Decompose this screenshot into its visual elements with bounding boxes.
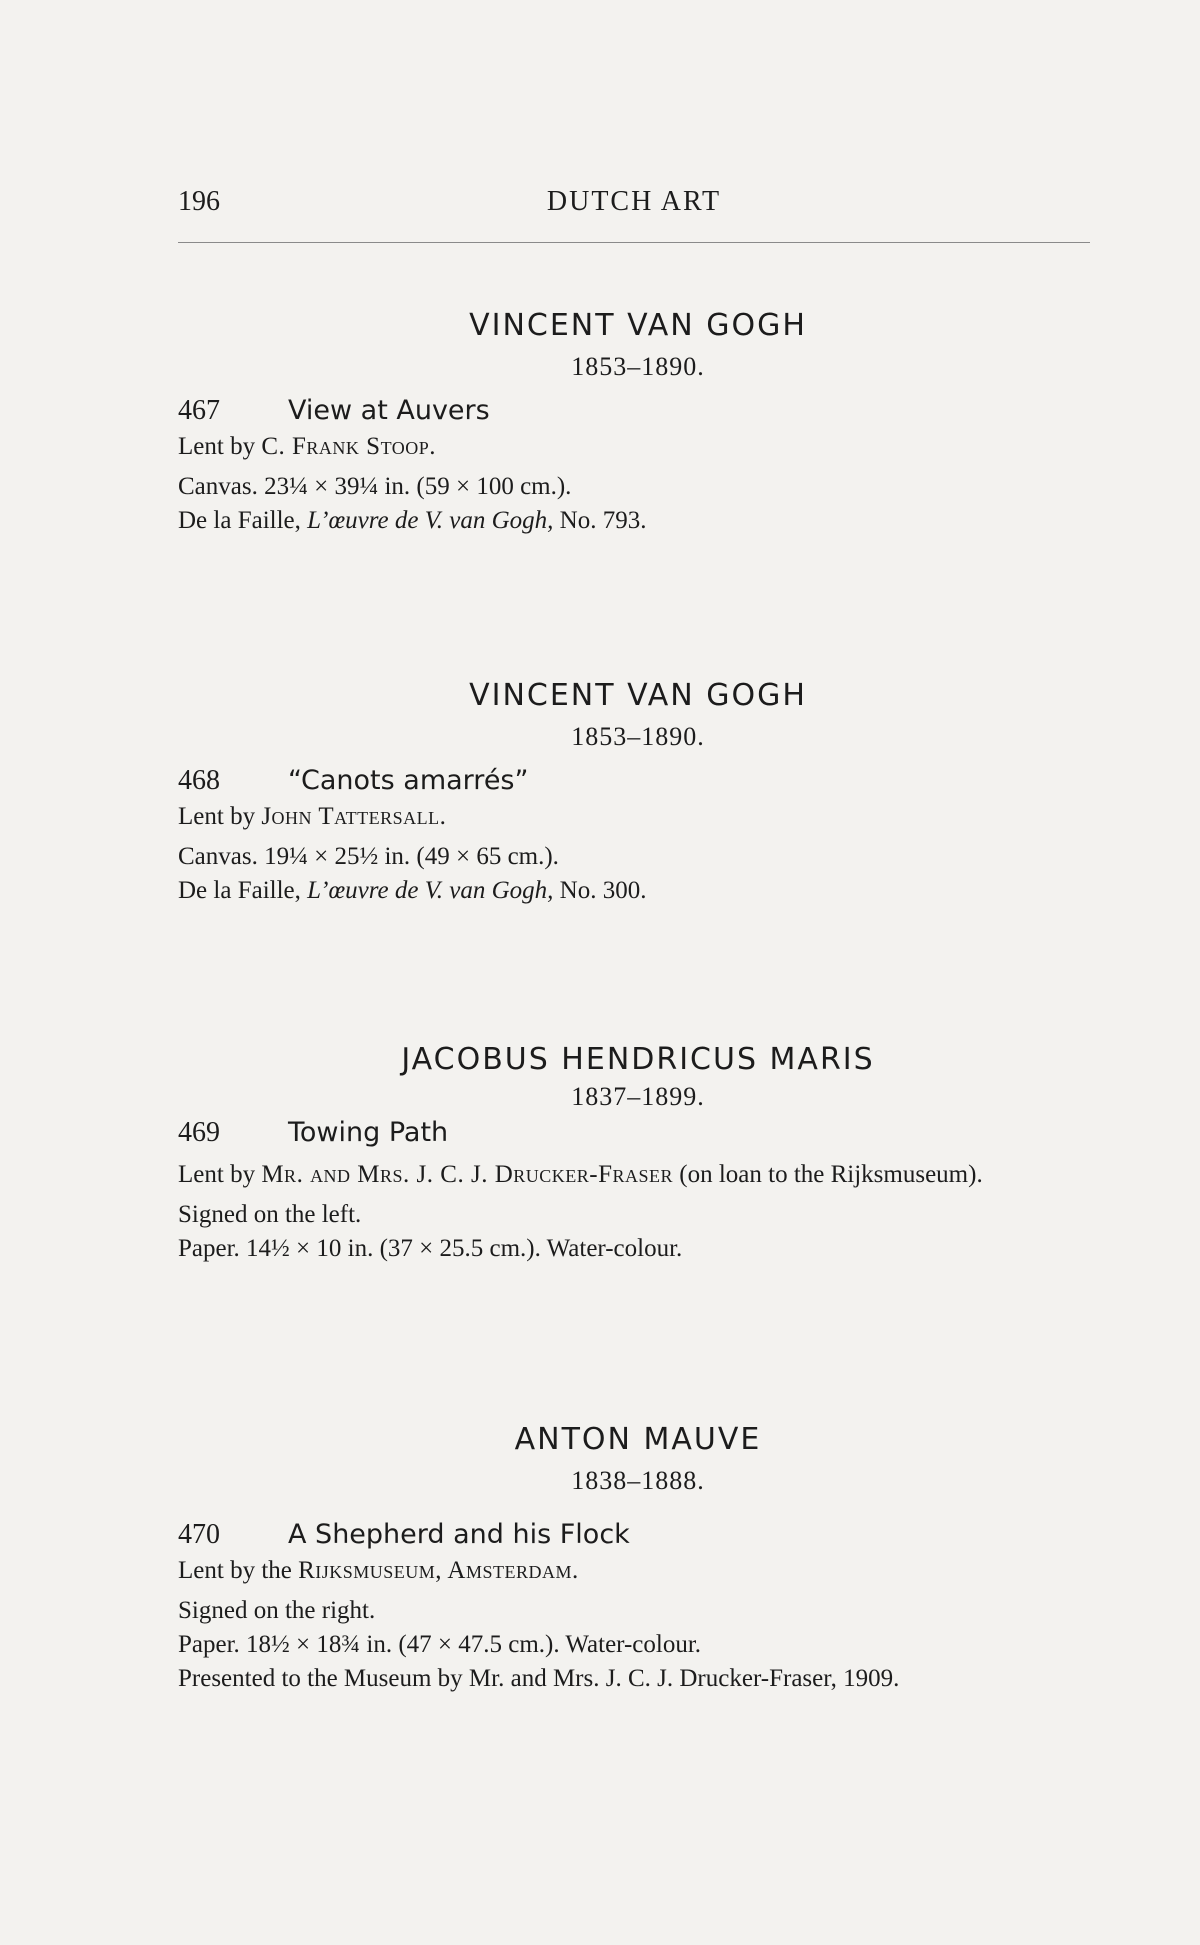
work-title: Towing Path: [288, 1117, 449, 1148]
reference-number: No. 793.: [553, 507, 647, 534]
reference-prefix: De la Faille,: [178, 507, 308, 534]
artist-name: ANTON MAUVE: [514, 1422, 762, 1457]
running-head: [178, 186, 1090, 226]
medium-line: Paper. 18½ × 18¾ in. (47 × 47.5 cm.). Water-colour.: [178, 1631, 702, 1658]
work-heading: [178, 1516, 1098, 1554]
work-heading: [178, 762, 1098, 800]
lent-prefix: Lent by: [178, 803, 262, 830]
lender-name: Rijksmuseum, Amsterdam.: [298, 1557, 579, 1584]
lender-line: [178, 1554, 1098, 1588]
lender-line: [178, 800, 1098, 834]
medium-line: Paper. 14½ × 10 in. (37 × 25.5 cm.). Water-colour.: [178, 1235, 683, 1262]
artist-dates: 1853–1890.: [571, 722, 705, 751]
medium-line: Canvas. 19¼ × 25½ in. (49 × 65 cm.).: [178, 843, 559, 870]
catalogue-entry: [178, 308, 1098, 538]
lent-suffix: (on loan to the Rijksmuseum).: [673, 1161, 983, 1188]
reference-title: L’œuvre de V. van Gogh,: [307, 877, 554, 904]
artist-name: VINCENT VAN GOGH: [469, 308, 807, 343]
running-title: DUTCH ART: [546, 186, 722, 217]
artist-name: JACOBUS HENDRICUS MARIS: [401, 1042, 875, 1077]
work-heading: [178, 392, 1098, 430]
page-number: 196: [178, 186, 220, 217]
lender-line: [178, 1158, 1098, 1192]
header-rule: [178, 242, 1090, 243]
work-title: “Canots amarrés”: [288, 765, 529, 796]
lent-prefix: Lent by: [178, 1161, 262, 1188]
lender-name: John Tattersall.: [261, 803, 447, 830]
catalogue-entry: [178, 1042, 1098, 1266]
artist-name: VINCENT VAN GOGH: [469, 678, 807, 713]
catalogue-entry: [178, 678, 1098, 908]
reference-line: [178, 874, 1098, 908]
lent-prefix: Lent by: [178, 433, 262, 460]
reference-line: [178, 504, 1098, 538]
provenance-note: Presented to the Museum by Mr. and Mrs. J. C. J. Drucker-Fraser, 1909.: [178, 1665, 900, 1692]
catalogue-number: 470: [178, 1519, 220, 1550]
lender-line: [178, 430, 1098, 464]
signature-note: Signed on the right.: [178, 1597, 376, 1624]
reference-number: No. 300.: [553, 877, 647, 904]
catalogue-number: 468: [178, 765, 220, 796]
work-title: A Shepherd and his Flock: [288, 1519, 630, 1550]
lent-prefix: Lent by the: [178, 1557, 299, 1584]
catalogue-entry: [178, 1422, 1098, 1696]
artist-dates: 1837–1899.: [571, 1082, 705, 1111]
reference-prefix: De la Faille,: [178, 877, 308, 904]
medium-line: Canvas. 23¼ × 39¼ in. (59 × 100 cm.).: [178, 473, 572, 500]
work-heading: [178, 1114, 1098, 1152]
artist-dates: 1853–1890.: [571, 352, 705, 381]
lender-name: Mr. and Mrs. J. C. J. Drucker-Fraser: [261, 1161, 673, 1188]
work-title: View at Auvers: [288, 395, 490, 426]
lender-name: C. Frank Stoop.: [261, 433, 436, 460]
artist-dates: 1838–1888.: [571, 1466, 705, 1495]
catalogue-number: 469: [178, 1117, 220, 1148]
catalogue-number: 467: [178, 395, 220, 426]
reference-title: L’œuvre de V. van Gogh,: [307, 507, 554, 534]
signature-note: Signed on the left.: [178, 1201, 362, 1228]
